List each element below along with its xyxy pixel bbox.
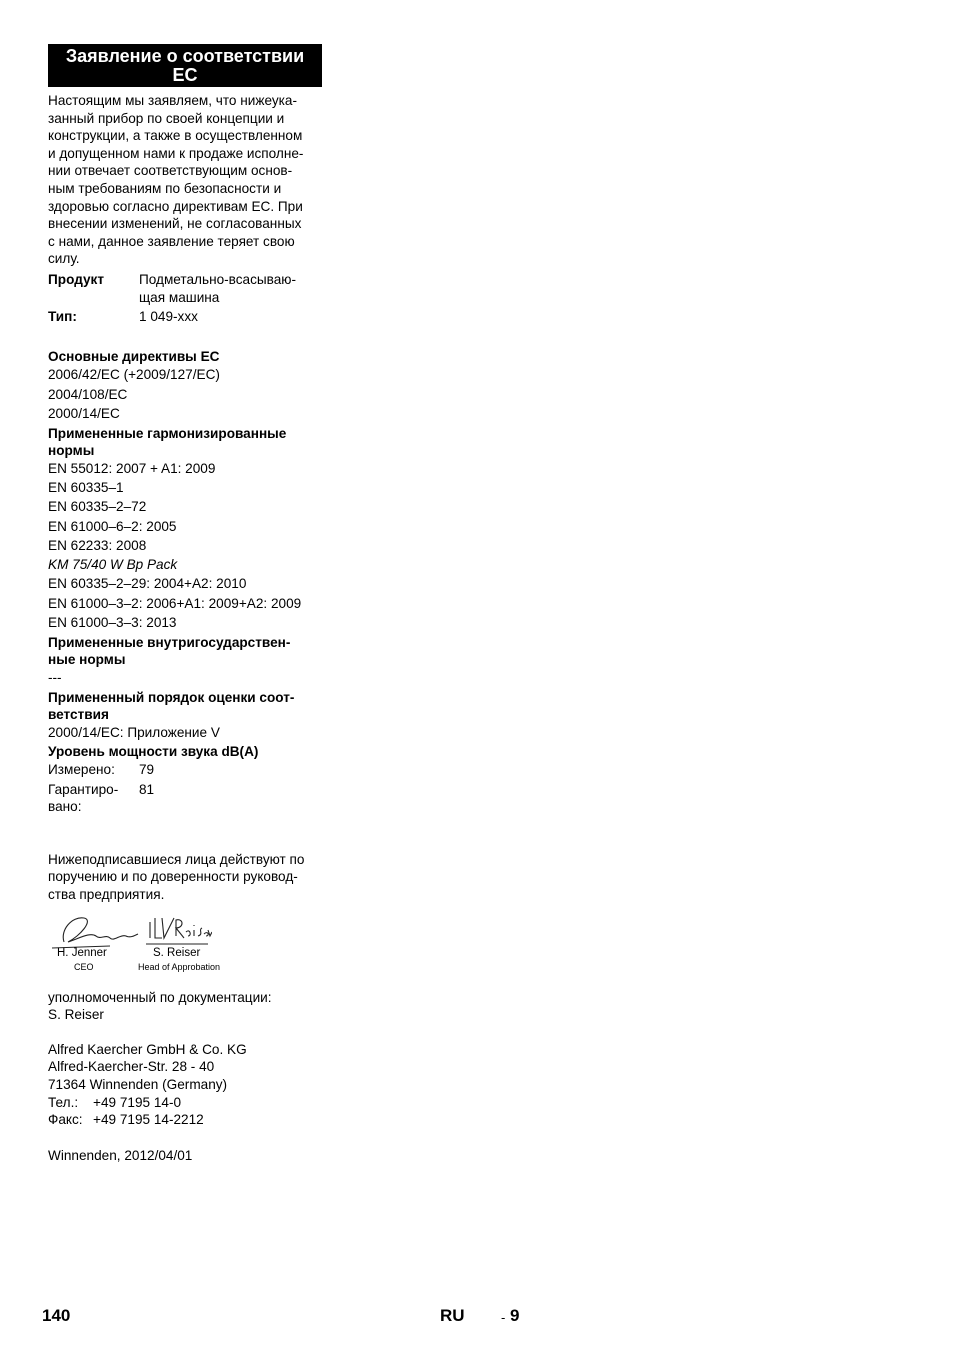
- product-label: Продукт: [48, 271, 105, 287]
- assessment-value: 2000/14/ЕС: Приложение V: [48, 724, 220, 740]
- guaranteed-value: 81: [139, 781, 155, 797]
- standard-item: EN 62233: 2008: [48, 537, 147, 553]
- signature-area: [48, 912, 322, 980]
- directive-item: 2004/108/ЕС: [48, 386, 128, 402]
- signer-name: H. Jenner: [57, 946, 107, 959]
- directive-item: 2000/14/ЕС: [48, 405, 120, 421]
- type-row: [48, 308, 322, 326]
- model-name: KM 75/40 W Bp Pack: [48, 557, 178, 573]
- signers-intro: Нижеподписавшиеся лица действуют по поручению и по доверенности руковод- ства предприятия.: [48, 851, 305, 903]
- sound-guaranteed-row: [48, 781, 322, 816]
- date-line: Winnenden, 2012/04/01: [48, 1147, 193, 1163]
- doc-representative: уполномоченный по документации: S. Reiser: [48, 989, 272, 1023]
- intro-paragraph: Настоящим мы заявляем, что нижеука- занный прибор по своей концепции и конструкции, а также в осуществленном и допущенном нами к продаже исполне- нии отвечает соответствующим основ- ным требованиям по безопасности и здоровью согласно директивам ЕС. При внесении изменений, не согласованных с нами, данное заявление теряет свою силу.: [48, 93, 304, 267]
- standard-item: EN 60335–2–29: 2004+A2: 2010: [48, 576, 247, 592]
- harmonized-heading: Примененные гармонизированные нормы: [48, 425, 287, 458]
- type-value: 1 049-xxx: [139, 309, 198, 325]
- standard-item: EN 61000–6–2: 2005: [48, 518, 177, 534]
- standard-item: EN 60335–2–72: [48, 499, 147, 515]
- sound-heading: Уровень мощности звука dB(A): [48, 744, 259, 760]
- signature-jenner: [50, 912, 140, 952]
- directive-item: 2006/42/ЕС (+2009/127/EC): [48, 367, 220, 383]
- standard-item: EN 61000–3–3: 2013: [48, 614, 177, 630]
- phone-row: [48, 1094, 322, 1112]
- measured-value: 79: [139, 762, 155, 778]
- page-number: 140: [42, 1306, 71, 1325]
- product-value: Подметально-всасываю- щая машина: [139, 271, 297, 305]
- footer-dash: -: [501, 1310, 506, 1325]
- fax-label: Факс:: [48, 1112, 83, 1128]
- company-address: Alfred Kaercher GmbH & Co. KG Alfred-Kaercher-Str. 28 - 40 71364 Winnenden (Germany) Тел.: +49 7195 14-0 Факс: +49 7195 14-2212: [48, 1041, 322, 1129]
- type-label: Тип:: [48, 309, 77, 325]
- assessment-heading: Примененный порядок оценки соот- ветствия: [48, 689, 295, 722]
- page-title: Заявление о соответствии ЕС: [48, 44, 322, 87]
- directives-heading: Основные директивы ЕС: [48, 349, 220, 365]
- signer-name: S. Reiser: [153, 946, 201, 959]
- signature-reiser: [146, 912, 212, 948]
- fax-row: [48, 1111, 322, 1129]
- declaration-column: [48, 44, 322, 1165]
- language-code: RU: [440, 1306, 465, 1325]
- standard-item: EN 60335–1: [48, 479, 124, 495]
- national-value: ---: [48, 669, 62, 685]
- guaranteed-label: Гарантиро- вано:: [48, 781, 119, 815]
- sound-measured-row: [48, 760, 322, 779]
- phone-label: Тел.:: [48, 1094, 79, 1110]
- measured-label: Измерено:: [48, 762, 115, 778]
- section-page-number: 9: [510, 1306, 520, 1325]
- signer-role: CEO: [74, 961, 94, 972]
- national-heading: Примененные внутригосударствен- ные нормы: [48, 634, 291, 667]
- standard-item: EN 55012: 2007 + A1: 2009: [48, 460, 216, 476]
- product-row: [48, 271, 322, 306]
- standard-item: EN 61000–3–2: 2006+A1: 2009+A2: 2009: [48, 595, 302, 611]
- signer-role: Head of Approbation: [138, 961, 221, 972]
- phone-value: +49 7195 14-0: [93, 1094, 182, 1110]
- fax-value: +49 7195 14-2212: [93, 1112, 204, 1128]
